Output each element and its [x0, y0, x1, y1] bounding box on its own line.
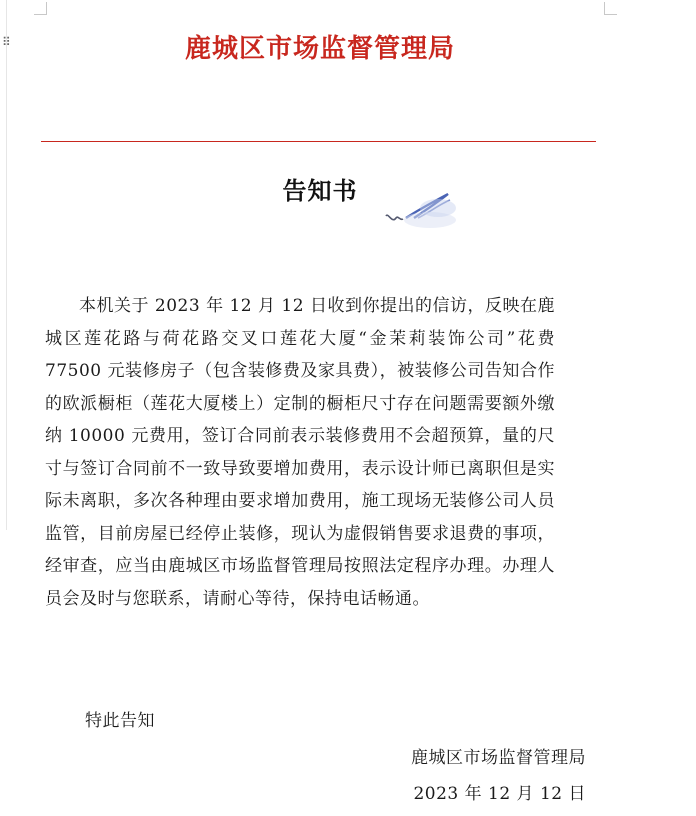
page-left-margin: [6, 0, 7, 530]
notice-body-text: 本机关于 2023 年 12 月 12 日收到你提出的信访，反映在鹿城区莲花路与荷花路交叉口莲花大厦“金茉莉装饰公司”花费 77500 元装修房子（包含装修费及家具费），被装修公司告知合作的欧派橱柜（莲花大厦楼上）定制的橱柜尺寸存在问题需要额外缴纳 10000 元费用，签订合同前表示装修费用不会超预算，量的尺寸与签订合同前不一致导致要增加费用，表示设计师已离职但是实际未离职，多次各种理由要求增加费用，施工现场无装修公司人员监管，目前房屋已经停止装修，现认为虚假销售要求退费的事项，经审查，应当由鹿城区市场监督管理局按照法定程序办理。办理人员会及时与您联系，请耐心等待，保持电话畅通。: [45, 296, 555, 609]
signature-organization: 鹿城区市场监督管理局: [411, 748, 586, 768]
agency-header-title: 鹿城区市场监督管理局: [184, 34, 455, 64]
notice-closing: 特此告知: [85, 711, 155, 731]
header-divider: [41, 141, 596, 142]
page-corner-mark-right: [604, 2, 617, 15]
signature-date: 2023 年 12 月 12 日: [413, 784, 586, 804]
notice-body-paragraph: [45, 290, 555, 615]
handwritten-signature-icon: [378, 188, 468, 238]
page-corner-mark-left: [34, 2, 47, 15]
notice-title: 告知书: [282, 176, 358, 205]
drag-handle-icon[interactable]: ⠿: [2, 35, 9, 49]
